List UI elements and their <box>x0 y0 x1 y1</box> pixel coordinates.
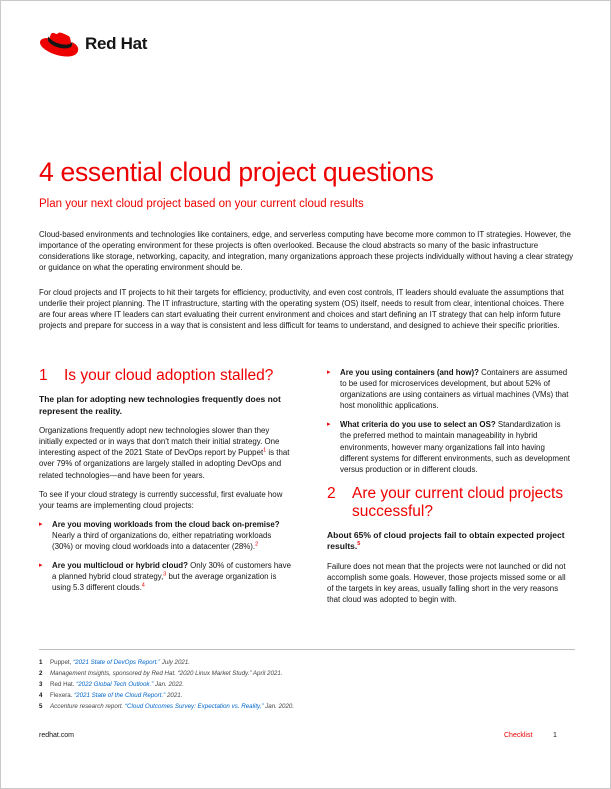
footnote-number: 4 <box>39 692 43 700</box>
footnote-ref[interactable]: 4 <box>141 582 145 589</box>
bullet-body: Standardization is the preferred method to maintain manageability in hybrid environments, however many organizations fall into having different systems for different environments, such as development versus production or in different clouds. <box>340 420 570 474</box>
paragraph-text: is that over 79% of organizations are largely stalled in adopting DevOps and related technologies—and have been for years. <box>39 448 290 480</box>
list-item <box>39 519 293 552</box>
bullet-body: Only 30% of customers have a planned hybrid cloud strategy, <box>52 561 291 582</box>
footnote-text: Puppet, <box>50 659 74 666</box>
footnote-text: July 2021. <box>160 659 191 666</box>
section-number: 2 <box>327 484 336 502</box>
right-column <box>327 367 573 613</box>
footnote-text: Jan. 2020. <box>263 703 295 711</box>
footnote <box>39 657 575 668</box>
bullet-body: Containers are assumed to be used for microservices development, but about 52% of organizations are using containers as virtual machines (VMs) that host monolithic applications. <box>340 368 569 411</box>
page-title: 4 essential cloud project questions <box>39 157 434 187</box>
footnote-ref[interactable]: 3 <box>163 571 167 578</box>
page-number: 1 <box>553 732 557 739</box>
section-number: 1 <box>39 367 48 384</box>
brand-name: Red Hat <box>85 34 148 53</box>
arrow-bullet-icon: ▸ <box>327 369 331 376</box>
arrow-bullet-icon: ▸ <box>327 421 331 429</box>
footnote-text: Accenture research report. <box>50 703 125 711</box>
bullet-question: Are you using containers (and how)? <box>340 368 479 377</box>
footer-doc-type: Checklist <box>504 732 533 739</box>
section-paragraph: Failure does not mean that the projects were not launched or did not accomplish some goals. However, those projects missed some or all of the targets in key areas, usually falling short in the very reasons that cloud was adopted to begin with. <box>327 562 566 605</box>
footnote <box>39 701 575 712</box>
footnote-number: 3 <box>39 681 43 689</box>
footer-site-link[interactable]: redhat.com <box>39 732 75 739</box>
section-heading <box>327 485 573 521</box>
arrow-bullet-icon: ▸ <box>39 520 43 528</box>
page-subtitle: Plan your next cloud project based on your current cloud results <box>39 198 364 210</box>
lead-text: About 65% of cloud projects fail to obtain expected project results. <box>327 529 565 552</box>
list-item-text <box>340 367 573 411</box>
footnote-number: 1 <box>39 659 43 666</box>
paragraph-text: Organizations frequently adopt new technologies slower than they initially expected or in ways that don't match their initial strategy. One interesting aspect of the 2021 State of DevOps report by Puppet <box>39 426 280 458</box>
footnote-text: Management Insights, sponsored by Red Hat. “2020 Linux Market Study.” April 2021. <box>50 670 283 678</box>
footnote <box>39 668 575 679</box>
footnote-text: Jan. 2022. <box>153 681 184 689</box>
list-item-text <box>52 519 293 552</box>
footnote-ref[interactable]: 1 <box>263 447 267 454</box>
footnote-number: 2 <box>39 670 43 678</box>
red-hat-logo[interactable] <box>39 30 147 58</box>
section-lead: The plan for adopting new technologies frequently does not represent the reality. <box>39 394 281 416</box>
red-hat-icon <box>39 30 79 58</box>
bullet-body: Nearly a third of organizations do, either repatriating workloads (30%) or moving cloud workloads into a datacenter (28%). <box>52 530 272 552</box>
footnote-link[interactable]: “2021 State of DevOps Report.” <box>73 659 161 666</box>
footnote-link[interactable]: “Cloud Outcomes Survey: Expectation vs. Reality,” <box>124 703 264 711</box>
section-title: Is your cloud adoption stalled? <box>64 367 274 384</box>
bullet-body: but the average organization is using 5.3 different clouds. <box>52 572 277 593</box>
footnote-text: Flexera. <box>50 692 75 700</box>
list-item-text <box>52 560 293 593</box>
list-item <box>39 560 293 593</box>
list-item <box>327 367 573 411</box>
bullet-question: What criteria do you use to select an OS? <box>340 420 496 430</box>
footnote-text: 2021. <box>165 692 183 700</box>
bullet-question: Are you moving workloads from the cloud back on-premise? <box>52 519 280 529</box>
footnote-link[interactable]: “2022 Global Tech Outlook.” <box>76 681 154 689</box>
footnotes <box>39 649 575 712</box>
footnote <box>39 679 575 690</box>
footnote-text: Red Hat. <box>50 681 77 689</box>
list-item-text <box>340 419 573 474</box>
section-title: Are your current cloud projects successful? <box>352 484 564 520</box>
list-item <box>327 419 573 474</box>
intro-paragraph: Cloud-based environments and technologies like containers, edge, and serverless computing have become more common to IT strategies. However, the importance of the operating environment for these projects is often overlooked. Because the cloud abstracts so many of the basic infrastructure considerations like storage, networking, capacity, and integration, many organizations approach these projects individually without having a clear strategy or guidance on what the operating environment should be. <box>39 230 574 273</box>
intro-paragraph: For cloud projects and IT projects to hit their targets for efficiency, productivity, and even cost controls, IT leaders should evaluate the assumptions that underlie their project planning. The IT infrastructure, starting with the operating system (OS) itself, needs to result from clear, intentional choices. There are four areas where IT leaders can start evaluating their current environment and choices and start defining an IT strategy that can help inform future projects and prepare for success in a way that is consistent and less difficult for teams to understand, and designed to achieve their specific priorities. <box>39 288 564 331</box>
footnote-link[interactable]: “2021 State of the Cloud Report.” <box>74 692 166 700</box>
footnote-ref[interactable]: 5 <box>357 541 361 548</box>
arrow-bullet-icon: ▸ <box>39 562 43 570</box>
left-column <box>39 367 293 601</box>
section-heading <box>39 367 293 385</box>
section-lead <box>327 530 573 553</box>
footnote-number: 5 <box>39 703 43 711</box>
footnote <box>39 690 575 701</box>
footnote-ref[interactable]: 2 <box>255 541 259 548</box>
bullet-question: Are you multicloud or hybrid cloud? <box>52 561 188 571</box>
section-paragraph <box>39 425 293 480</box>
section-paragraph: To see if your cloud strategy is currently successful, first evaluate how your teams are implementing cloud projects: <box>39 489 283 510</box>
